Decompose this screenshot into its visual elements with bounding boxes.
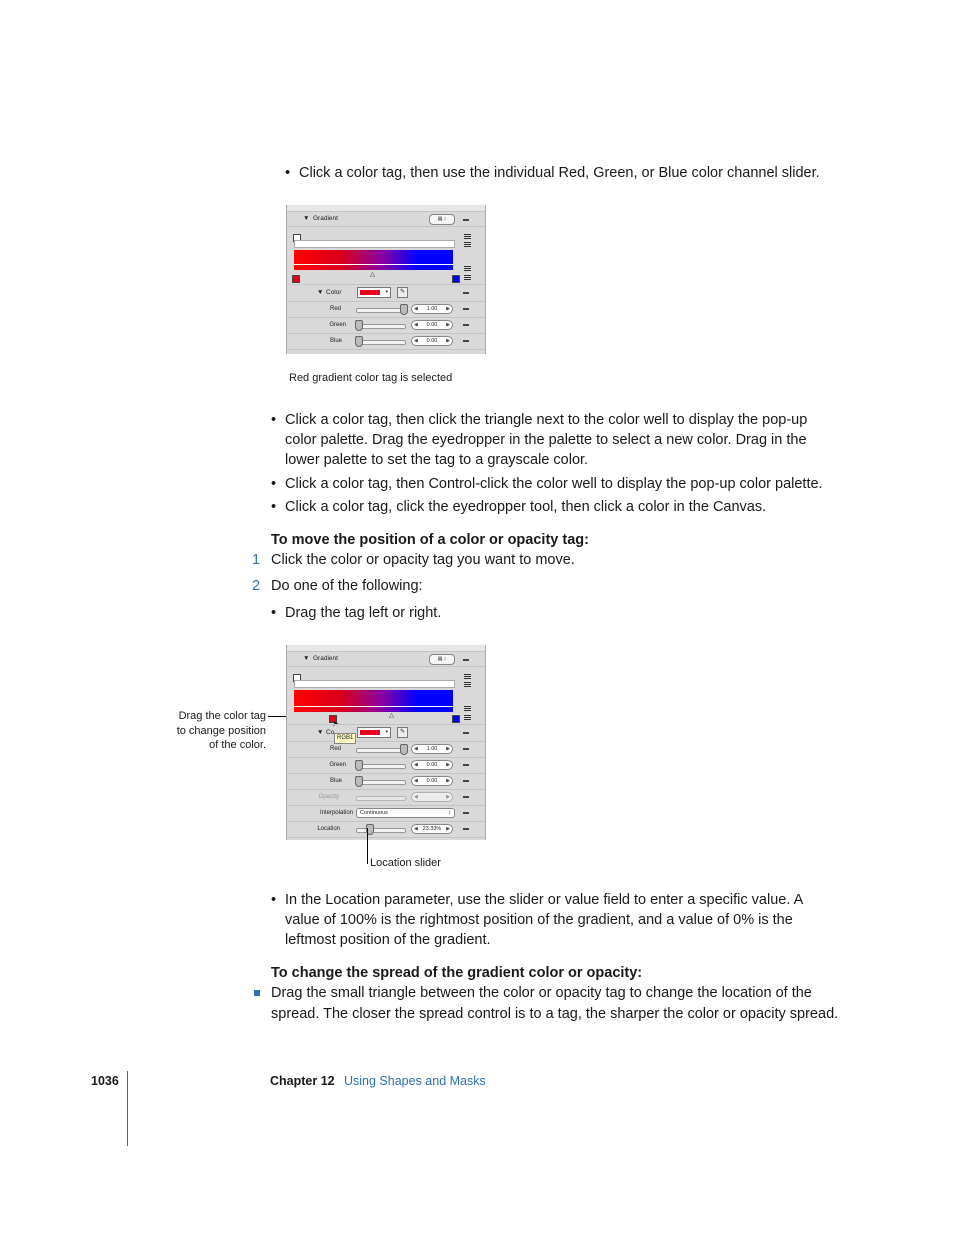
animation-menu-icon[interactable] — [463, 292, 469, 294]
green-label: Green — [329, 762, 346, 768]
blue-row — [287, 773, 485, 790]
location-slider[interactable] — [356, 828, 406, 833]
bullet-dot: • — [271, 476, 277, 492]
footer-chapter: Chapter 12 — [270, 1074, 335, 1088]
callout-line: Drag the color tag — [178, 710, 266, 722]
opacity-label: Opacity — [318, 794, 339, 800]
bullet-dot: • — [271, 892, 277, 908]
blue-value-field[interactable]: ◀ 0.00 ▶ — [411, 776, 453, 786]
animation-menu-icon[interactable] — [463, 219, 469, 221]
interpolation-value: Continuous — [360, 810, 388, 816]
animation-menu-icon[interactable] — [463, 324, 469, 326]
location-bullet-line3: leftmost position of the gradient. — [285, 932, 491, 948]
animation-menu-icon[interactable] — [463, 659, 469, 661]
gradient-label: Gradient — [313, 655, 338, 662]
inspector-panel-figure1 — [286, 205, 486, 354]
step-number: 1 — [252, 552, 261, 568]
red-slider-thumb[interactable] — [400, 304, 408, 315]
color-tag-callout — [160, 709, 266, 753]
step-text: Click the color or opacity tag you want to move. — [271, 552, 575, 568]
color-label: Color — [326, 289, 342, 296]
animation-menu-icon[interactable] — [463, 796, 469, 798]
opacity-bar[interactable] — [294, 240, 455, 248]
location-leader-line — [367, 828, 368, 864]
disclosure-triangle-icon[interactable]: ▼ — [303, 655, 310, 662]
location-bullet-line1: In the Location parameter, use the slider or value field to enter a specific value. A — [285, 892, 804, 908]
color-row — [287, 285, 485, 302]
red-slider-thumb[interactable] — [400, 744, 408, 755]
step-number: 2 — [252, 578, 261, 594]
green-slider[interactable] — [356, 324, 406, 329]
green-slider-thumb[interactable] — [355, 760, 363, 771]
red-value-field[interactable]: ◀ 1.00 ▶ — [411, 304, 453, 314]
color-row — [287, 725, 485, 742]
red-row — [287, 301, 485, 318]
square-bullet-icon — [254, 990, 260, 996]
interpolation-label: Interpolation — [319, 810, 353, 816]
animation-menu-icon[interactable] — [463, 812, 469, 814]
animation-menu-icon[interactable] — [463, 828, 469, 830]
location-value-field[interactable]: ◀ 23.33% ▶ — [411, 824, 453, 834]
red-slider[interactable] — [356, 748, 406, 753]
red-value-field[interactable]: ◀ 1.00 ▶ — [411, 744, 453, 754]
spread-triangle-icon[interactable]: △ — [370, 271, 375, 278]
green-slider-thumb[interactable] — [355, 320, 363, 331]
gradient-label: Gradient — [313, 215, 338, 222]
blue-color-tag[interactable] — [452, 275, 460, 283]
list-icon[interactable] — [464, 242, 471, 248]
color-label: Co — [326, 729, 335, 736]
animation-menu-icon[interactable] — [463, 764, 469, 766]
opacity-slider[interactable] — [356, 796, 406, 801]
opacity-row — [287, 789, 485, 806]
green-label: Green — [329, 322, 346, 328]
red-label: Red — [329, 306, 341, 312]
red-value: 1.00 — [426, 746, 438, 752]
bullet-dot: • — [285, 165, 291, 181]
panel-top-row — [287, 205, 485, 212]
blue-slider-thumb[interactable] — [355, 336, 363, 347]
blue-slider[interactable] — [356, 340, 406, 345]
opacity-bar[interactable] — [294, 680, 455, 688]
gradient-divider — [294, 706, 453, 707]
interpolation-row — [287, 805, 485, 822]
spread-line2: spread. The closer the spread control is to a tag, the sharper the color or opacity spread. — [271, 1006, 839, 1022]
green-value: 0.00 — [426, 322, 438, 328]
bullet-a1-line2: color palette. Drag the eyedropper in the palette to select a new color. Drag in the — [285, 432, 807, 448]
gradient-preset-popup[interactable]: ▤ ↕ — [429, 654, 455, 665]
disclosure-triangle-icon[interactable]: ▼ — [303, 215, 310, 222]
spread-triangle-icon[interactable]: △ — [389, 712, 394, 719]
eyedropper-icon[interactable]: ✎ — [397, 727, 408, 738]
heading-spread: To change the spread of the gradient color or opacity: — [271, 965, 643, 981]
tag-tooltip: RGB1 — [334, 733, 356, 744]
page-number: 1036 — [91, 1074, 119, 1088]
red-label: Red — [329, 746, 341, 752]
blue-slider[interactable] — [356, 780, 406, 785]
red-color-tag[interactable] — [292, 275, 300, 283]
green-value-field[interactable]: ◀ 0.00 ▶ — [411, 760, 453, 770]
bullet-a1-line1: Click a color tag, then click the triangle next to the color well to display the pop-up — [285, 412, 808, 428]
step-text: Do one of the following: — [271, 578, 423, 594]
blue-label: Blue — [329, 338, 342, 344]
red-row — [287, 741, 485, 758]
gradient-row — [287, 212, 485, 227]
color-well[interactable]: ▾ — [357, 287, 391, 298]
inspector-panel-figure2 — [286, 645, 486, 840]
panel-top-row — [287, 645, 485, 652]
animation-menu-icon[interactable] — [463, 308, 469, 310]
disclosure-triangle-icon[interactable]: ▼ — [317, 729, 324, 736]
eyedropper-icon[interactable]: ✎ — [397, 287, 408, 298]
list-icon[interactable] — [464, 682, 471, 688]
location-value: 23.33% — [422, 826, 442, 832]
drag-bullet-text: Drag the tag left or right. — [285, 605, 442, 621]
bullet-a2: Click a color tag, then Control-click the color well to display the pop-up color palette. — [285, 476, 823, 492]
heading-move: To move the position of a color or opacity tag: — [271, 532, 589, 548]
list-icon[interactable] — [464, 234, 471, 240]
spread-line1: Drag the small triangle between the color or opacity tag to change the location of the — [271, 985, 812, 1001]
green-row — [287, 757, 485, 774]
disclosure-triangle-icon[interactable]: ▼ — [317, 289, 324, 296]
blue-value-field[interactable]: ◀ 0.00 ▶ — [411, 336, 453, 346]
gradient-row — [287, 652, 485, 667]
green-value-field[interactable]: ◀ 0.00 ▶ — [411, 320, 453, 330]
green-slider[interactable] — [356, 764, 406, 769]
gradient-color-bar[interactable] — [294, 250, 453, 270]
bullet-dot: • — [271, 499, 277, 515]
location-bullet-line2: value of 100% is the rightmost position of the gradient, and a value of 0% is the — [285, 912, 793, 928]
green-value: 0.00 — [426, 762, 438, 768]
blue-color-tag[interactable] — [452, 715, 460, 723]
red-slider[interactable] — [356, 308, 406, 313]
location-label: Location — [317, 826, 340, 832]
animation-menu-icon[interactable] — [463, 748, 469, 750]
footer-chapter-title: Using Shapes and Masks — [344, 1074, 486, 1088]
blue-value: 0.00 — [426, 338, 438, 344]
chevron-updown-icon: ↕ — [448, 810, 451, 816]
gradient-preset-popup[interactable]: ▤ ↕ — [429, 214, 455, 225]
footer-rule — [127, 1071, 128, 1146]
location-callout: Location slider — [370, 857, 441, 869]
animation-menu-icon[interactable] — [463, 732, 469, 734]
figure1-caption: Red gradient color tag is selected — [289, 372, 453, 384]
gradient-divider — [294, 264, 453, 265]
red-value: 1.00 — [426, 306, 438, 312]
callout-line: of the color. — [209, 739, 266, 751]
callout-line: to change position — [176, 724, 266, 737]
list-icon[interactable] — [464, 674, 471, 680]
bullet-a3: Click a color tag, click the eyedropper tool, then click a color in the Canvas. — [285, 499, 767, 515]
color-well[interactable]: ▾ — [357, 727, 391, 738]
list-icon[interactable] — [464, 706, 471, 712]
blue-value: 0.00 — [426, 778, 438, 784]
bullet-a1-line3: lower palette to set the tag to a grayscale color. — [285, 452, 589, 468]
bullet-dot: • — [271, 412, 277, 428]
animation-menu-icon[interactable] — [463, 780, 469, 782]
blue-slider-thumb[interactable] — [355, 776, 363, 787]
green-row — [287, 317, 485, 334]
interpolation-select[interactable] — [356, 808, 455, 818]
list-icon[interactable] — [464, 266, 471, 272]
list-icon[interactable] — [464, 715, 471, 721]
gradient-color-bar[interactable] — [294, 690, 453, 712]
opacity-value-field[interactable]: ◀ ▶ — [411, 792, 453, 802]
blue-label: Blue — [329, 778, 342, 784]
animation-menu-icon[interactable] — [463, 340, 469, 342]
top-bullet-text: Click a color tag, then use the individual Red, Green, or Blue color channel slider. — [299, 165, 820, 181]
list-icon[interactable] — [464, 275, 471, 281]
bullet-dot: • — [271, 605, 277, 621]
location-row — [287, 821, 485, 838]
blue-row — [287, 333, 485, 350]
